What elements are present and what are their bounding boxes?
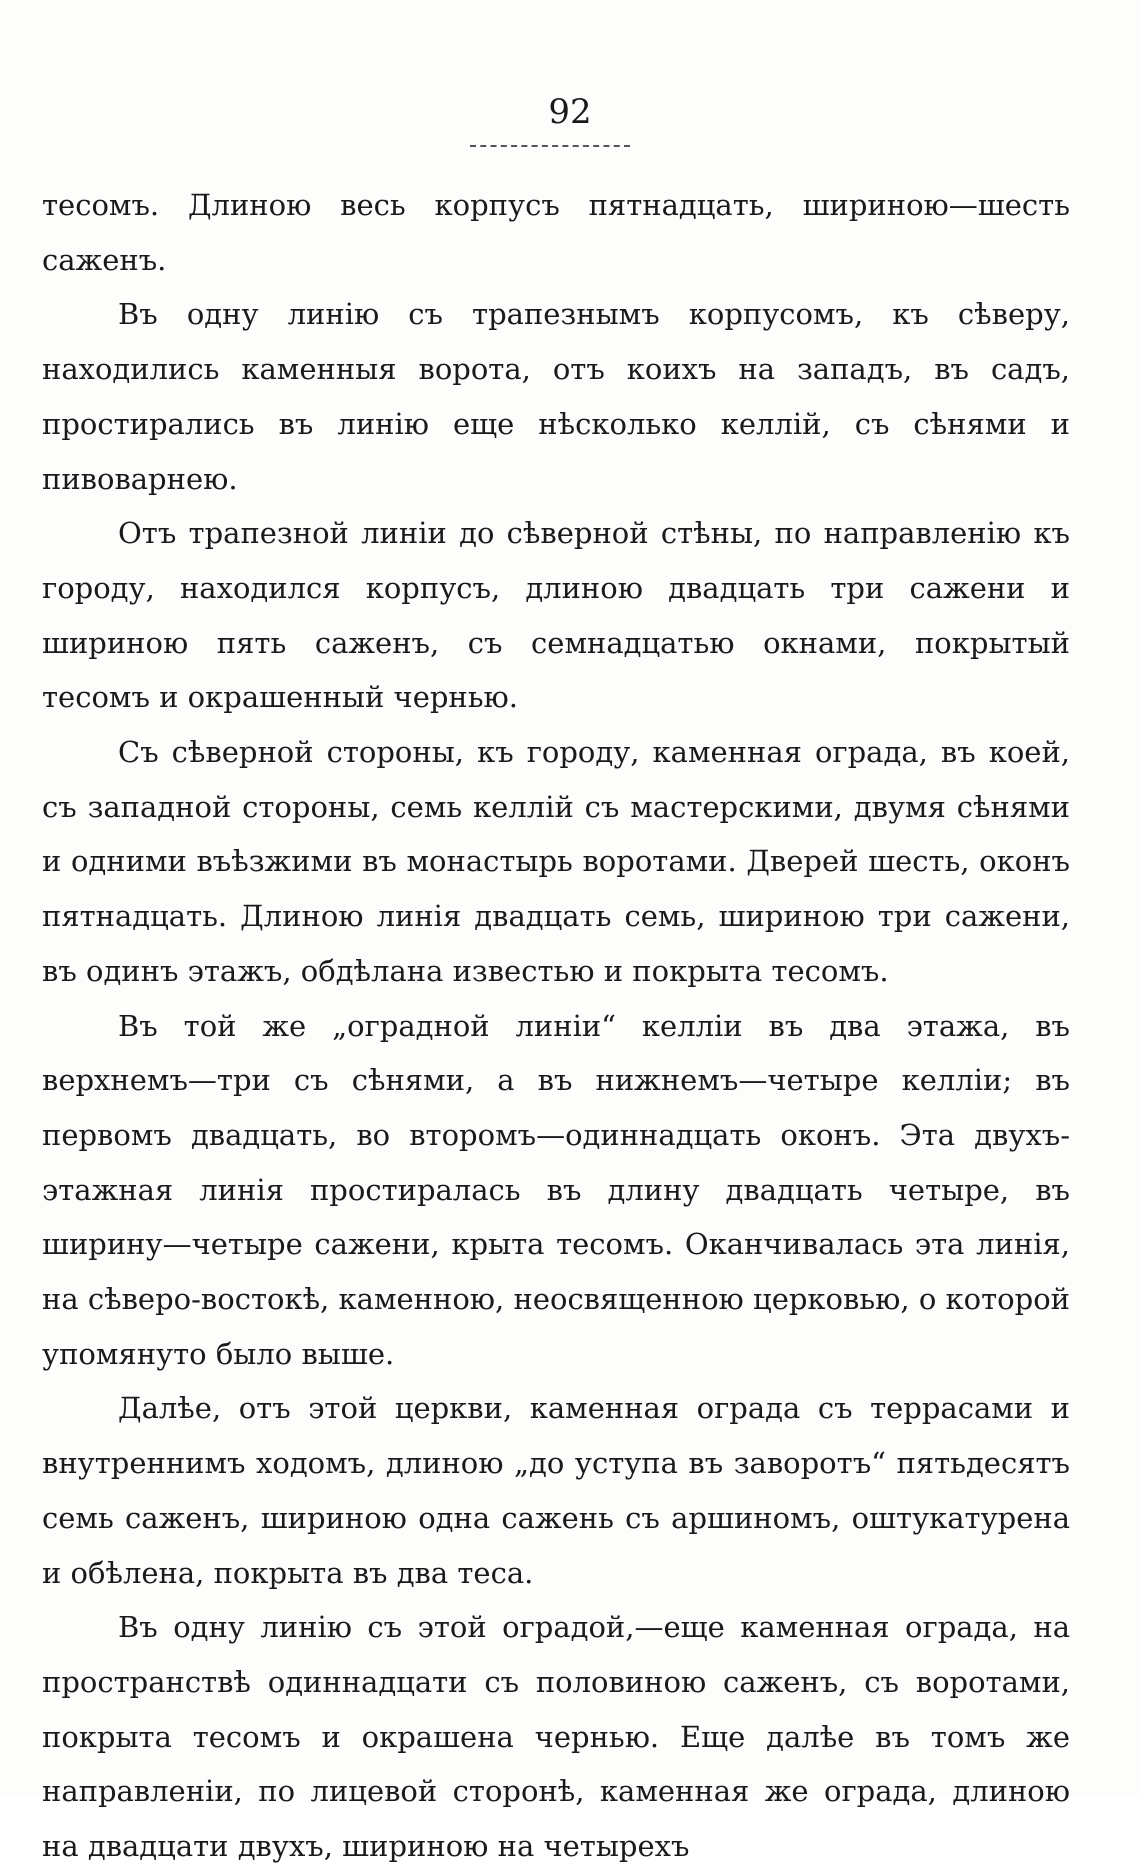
page-number: 92	[548, 92, 592, 132]
body-text	[42, 178, 1070, 1874]
paragraph: Съ сѣверной стороны, къ городу, каменная ограда, въ коей, съ западной стороны, семь келлій съ мастерскими, двумя сѣнями и одними въѣзжими въ монастырь воротами. Дверей шесть, оконъ пятнадцать. Длиною линія двадцать семь, шириною три сажени, въ одинъ этажъ, обдѣлана известью и покрыта тесомъ.	[42, 735, 1070, 988]
paragraph: тесомъ. Длиною весь корпусъ пятнадцать, шириною—шесть саженъ.	[42, 188, 1070, 277]
paragraph: Отъ трапезной линіи до сѣверной стѣны, по направленію къ городу, находился корпусъ, длиною двадцать три сажени и шириною пять саженъ, съ семнадцатью окнами, покрытый тесомъ и окрашенный чернью.	[42, 516, 1070, 715]
paragraph: Въ той же „оградной линіи“ келліи въ два этажа, въ верхнемъ—три съ сѣнями, а въ нижнемъ—четыре келліи; въ первомъ двадцать, во второмъ—одиннадцать оконъ. Эта двухъ-этажная линія простиралась въ длину двадцать четыре, въ ширину—четыре сажени, крыта тесомъ. Оканчивалась эта линія, на сѣверо-востокѣ, каменною, неосвященною церковью, о которой упомянуто было выше.	[42, 1008, 1070, 1371]
paragraph: Въ одну линію съ трапезнымъ корпусомъ, къ сѣверу, находились каменныя ворота, отъ коихъ на западъ, въ садъ, простирались въ линію еще нѣсколько келлій, съ сѣнями и пивоварнею.	[42, 297, 1070, 496]
paragraph: Далѣе, отъ этой церкви, каменная ограда съ террасами и внутреннимъ ходомъ, длиною „до уступа въ заворотъ“ пятьдесятъ семь саженъ, шириною одна сажень съ аршиномъ, оштукатурена и обѣлена, покрыта въ два теса.	[42, 1391, 1070, 1590]
paragraph: Въ одну линію съ этой оградой,—еще каменная ограда, на пространствѣ одиннадцати съ половиною саженъ, съ воротами, покрыта тесомъ и окрашена чернью. Еще далѣе въ томъ же направленіи, по лицевой сторонѣ, каменная же ограда, длиною на двадцати двухъ, шириною на четырехъ	[42, 1610, 1070, 1864]
header-rule	[470, 145, 630, 147]
